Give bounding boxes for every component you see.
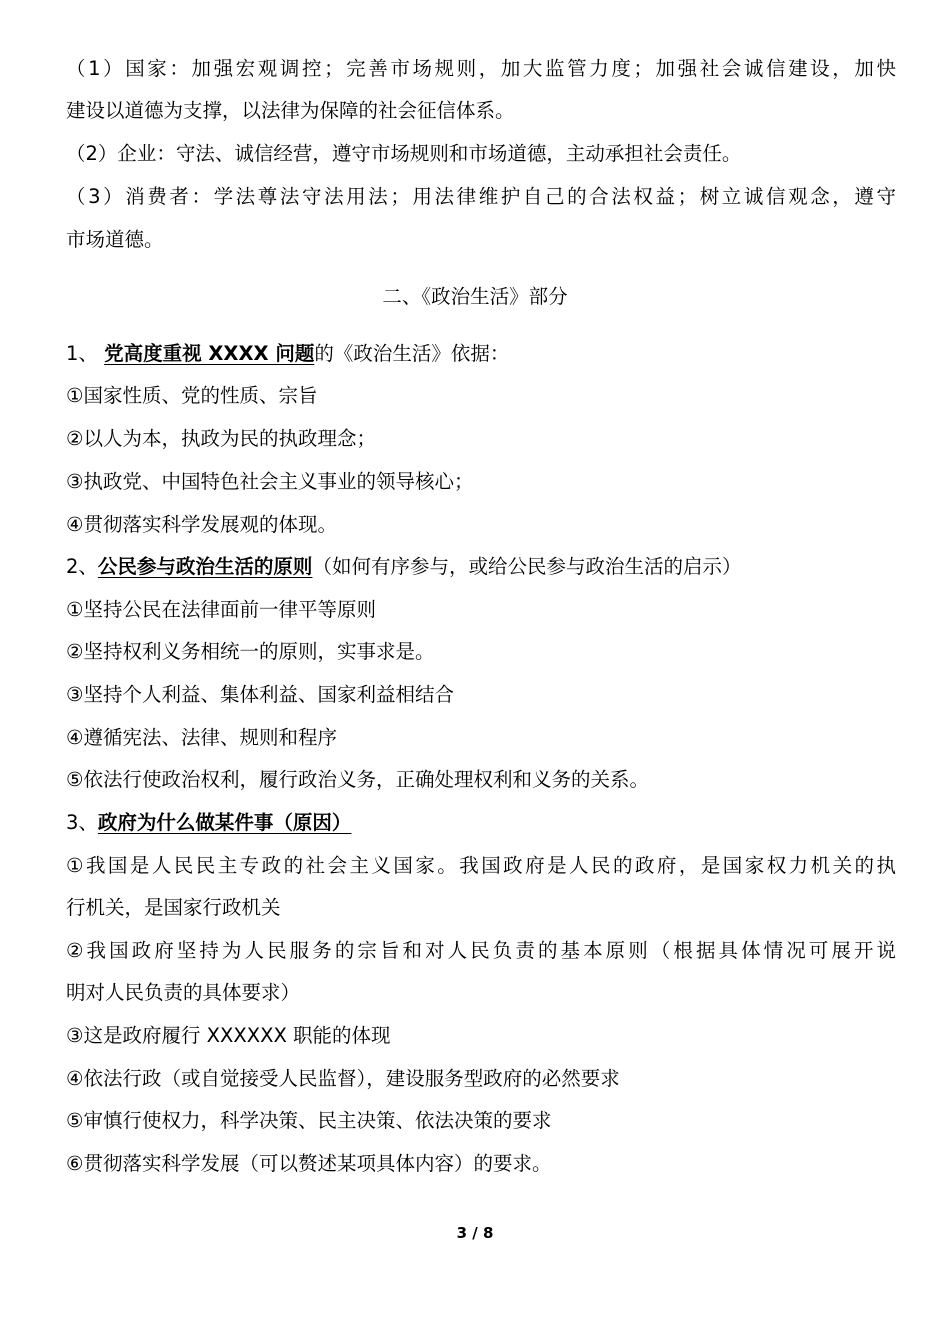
question-1-answer: ②以人为本，执政为民的执政理念； (66, 427, 376, 450)
question-1-answer: ③执政党、中国特色社会主义事业的领导核心； (66, 470, 474, 493)
question-3-emphasis: 政府为什么做某件事（原因） (97, 811, 352, 834)
question-3-answer: ④依法行政（或自觉接受人民监督），建设服务型政府的必然要求 (66, 1067, 620, 1090)
question-1-rest: 的《政治生活》依据： (314, 342, 510, 365)
page-number: 3 / 8 (456, 1224, 494, 1242)
question-1-emphasis: 党高度重视 XXXX 问题 (104, 342, 315, 365)
question-3-answer-2-line1: ②我国政府坚持为人民服务的宗旨和对人民负责的基本原则（根据具体情况可展开说 (66, 939, 896, 962)
measure-state-line1: （1）国家：加强宏观调控；完善市场规则，加大监管力度；加强社会诚信建设，加快 (66, 57, 896, 80)
section-title: 二、《政治生活》部分 (382, 285, 568, 308)
question-3-answer-1-line2: 行机关，是国家行政机关 (66, 896, 281, 919)
question-3-answer: ③这是政府履行 XXXXXX 职能的体现 (66, 1024, 391, 1047)
measure-enterprise: （2）企业：守法、诚信经营，遵守市场规则和市场道德，主动承担社会责任。 (66, 142, 742, 165)
question-2-answer: ②坚持权利义务相统一的原则，实事求是。 (66, 640, 435, 663)
measure-consumer-line1: （3）消费者：学法尊法守法用法；用法律维护自己的合法权益；树立诚信观念，遵守 (66, 185, 896, 208)
question-1-answer: ④贯彻落实科学发展观的体现。 (66, 513, 337, 536)
question-3-answer: ⑥贯彻落实科学发展（可以赘述某项具体内容）的要求。 (66, 1152, 552, 1175)
question-1-answer: ①国家性质、党的性质、宗旨 (66, 384, 318, 407)
question-2-heading (66, 554, 896, 580)
measure-state-line2: 建设以道德为支撑，以法律为保障的社会征信体系。 (66, 99, 515, 122)
question-3-answer: ⑤审慎行使权力，科学决策、民主决策、依法决策的要求 (66, 1109, 552, 1132)
question-3-answer-1-line1: ①我国是人民民主专政的社会主义国家。我国政府是人民的政府，是国家权力机关的执 (66, 854, 896, 877)
question-2-rest: （如何有序参与，或给公民参与政治生活的启示） (312, 555, 742, 578)
measure-consumer-line2: 市场道德。 (66, 228, 164, 251)
question-3-number: 3、 (66, 811, 98, 834)
question-2-answer: ③坚持个人利益、集体利益、国家利益相结合 (66, 683, 454, 706)
question-2-emphasis: 公民参与政治生活的原则 (97, 555, 313, 578)
question-2-answer: ①坚持公民在法律面前一律平等原则 (66, 598, 376, 621)
question-1-heading (66, 341, 896, 367)
question-3-answer-2-line2: 明对人民负责的具体要求） (66, 981, 301, 1004)
question-2-number: 2、 (66, 555, 98, 578)
question-2-answer: ⑤依法行使政治权利，履行政治义务，正确处理权利和义务的关系。 (66, 768, 649, 791)
question-2-answer: ④遵循宪法、法律、规则和程序 (66, 726, 337, 749)
question-3-heading (66, 810, 896, 836)
question-1-number: 1、 (66, 342, 105, 365)
